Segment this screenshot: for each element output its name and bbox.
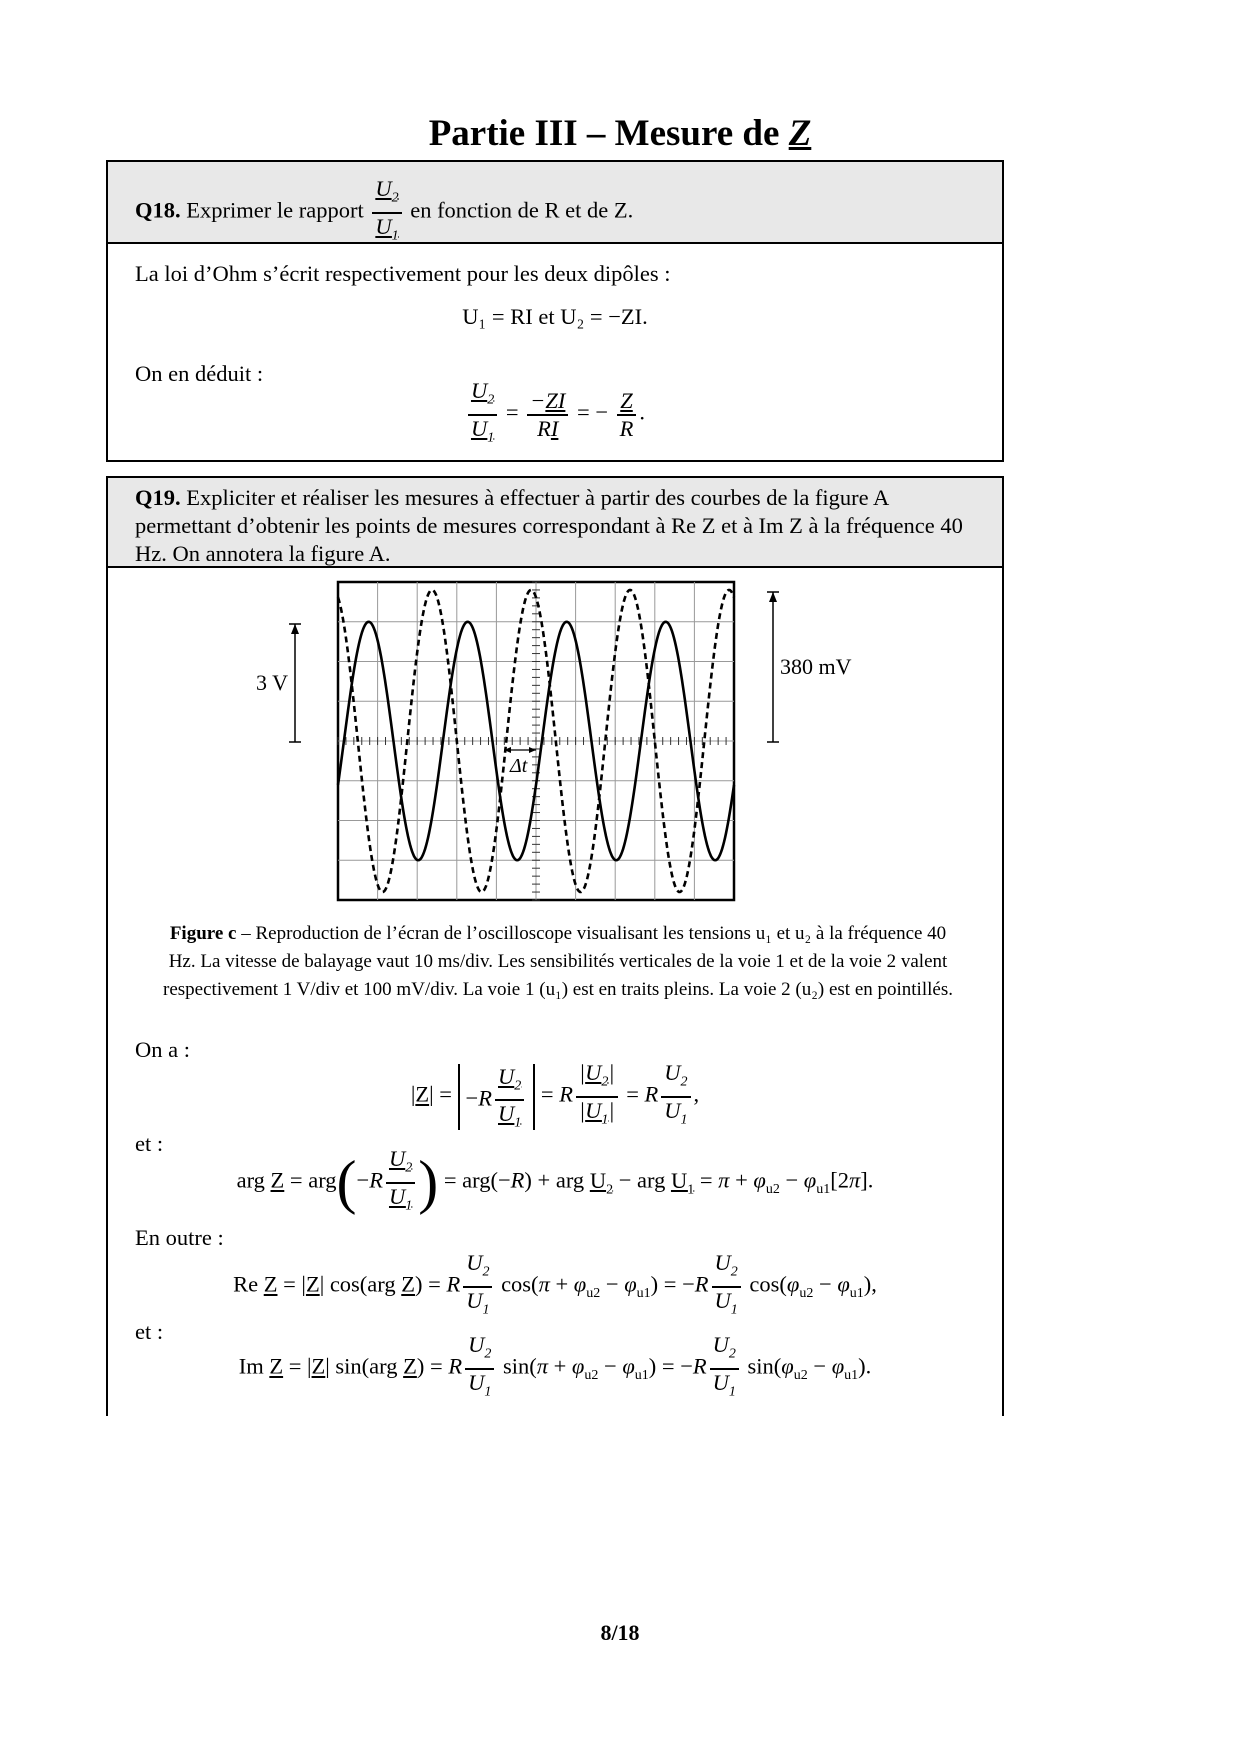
q18-prompt-after: en fonction de R et de Z. — [410, 197, 634, 223]
eq-modulus: |Z| = −R $\frac{U_2}{U_1}$ = R $\frac{|U_2|}{|U_1|}$ = R $\frac{U_2}{U_1}$ , — [410, 1060, 700, 1131]
label-3v: 3 V — [256, 670, 288, 695]
page-title: Partie III – Mesure de Z — [428, 113, 812, 154]
eq-argument: arg Z = arg(−R $\frac{U_2}{U_1}$ ) = arg(−R) + arg $U_2$ − arg $U_1 = \pi + \varphi_{u2} - \varphi_{u1}[2\pi]$. — [236, 1146, 874, 1215]
on-a-label: On a : — [135, 1037, 190, 1062]
page-number: 8/18 — [600, 1620, 640, 1645]
q18-eq2: $\frac{U_2}{U_1}$ = $\frac{-ZI}{RI}$ = − $\frac{Z}{R}$ . — [108, 378, 1002, 451]
q18-text2: On en déduit : — [135, 361, 264, 386]
et-label-2: et : — [135, 1319, 164, 1344]
eq-real-part: Re Z = |Z| cos(arg Z) = R $\frac{U_2}{U_1}$ $\cos(\pi + \varphi_{u2} - \varphi_{u1}) = -R$ $\frac{U_2}{U_1}$ $\cos(\varphi_{u2} - \varphi_{u1})$, — [233, 1250, 877, 1317]
title-variable: Z — [788, 113, 812, 154]
q19-header: Q19. Expliciter et réaliser les mesures à effectuer à partir des courbes de la figure A permettant d’obtenir les points de mesures correspondant à Re Z et à Im Z à la fréquence 40 Hz. On annotera la figure A. — [108, 478, 1002, 568]
oscilloscope-screen — [338, 582, 734, 900]
et-label-1: et : — [135, 1131, 164, 1156]
label-dt: Δt — [510, 755, 528, 777]
label-380mv: 380 mV — [780, 654, 852, 679]
q19-prompt: Expliciter et réaliser les mesures à effectuer à partir des courbes de la figure A permettant d’obtenir les points de mesures correspondant à Re Z et à Im Z à la fréquence 40 Hz. On annotera la figure A. — [135, 485, 963, 566]
q18-eq1: U₁ = RI et U₂ = −ZI. — [462, 304, 648, 329]
q18-text1: La loi d’Ohm s’écrit respectivement pour les deux dipôles : — [135, 261, 671, 286]
q19-box — [106, 476, 1004, 1416]
q18-header: Q18. Exprimer le rapport $\frac{U_2}{U_1}$ en fonction de R et de Z. — [108, 162, 1002, 244]
oscilloscope-figure — [108, 566, 1002, 906]
en-outre-label: En outre : — [135, 1225, 224, 1250]
eq-imag-part: Im Z = |Z| sin(arg Z) = R $\frac{U_2}{U_1}$ $\sin(\pi + \varphi_{u2} - \varphi_{u1}) = -R$ $\frac{U_2}{U_1}$ $\sin(\varphi_{u2} - \varphi_{u1})$. — [238, 1332, 872, 1399]
q18-label: Q18. — [135, 197, 181, 223]
figure-caption: Figure c – Reproduction de l’écran de l’oscilloscope visualisant les tensions u₁ et u₂ à la fréquence 40 Hz. La vitesse de balayage vaut 10 ms/div. Les sensibilités verticales de la voie 1 et de la voie 2 valent respectivement 1 V/div et 100 mV/div. La voie 1 (u₁) est en traits pleins. La voie 2 (u₂) est en pointillés. — [163, 923, 953, 1000]
ratio-fraction: $\frac{U_2}{U_1}$ — [372, 176, 401, 249]
q18-box — [106, 160, 1004, 462]
